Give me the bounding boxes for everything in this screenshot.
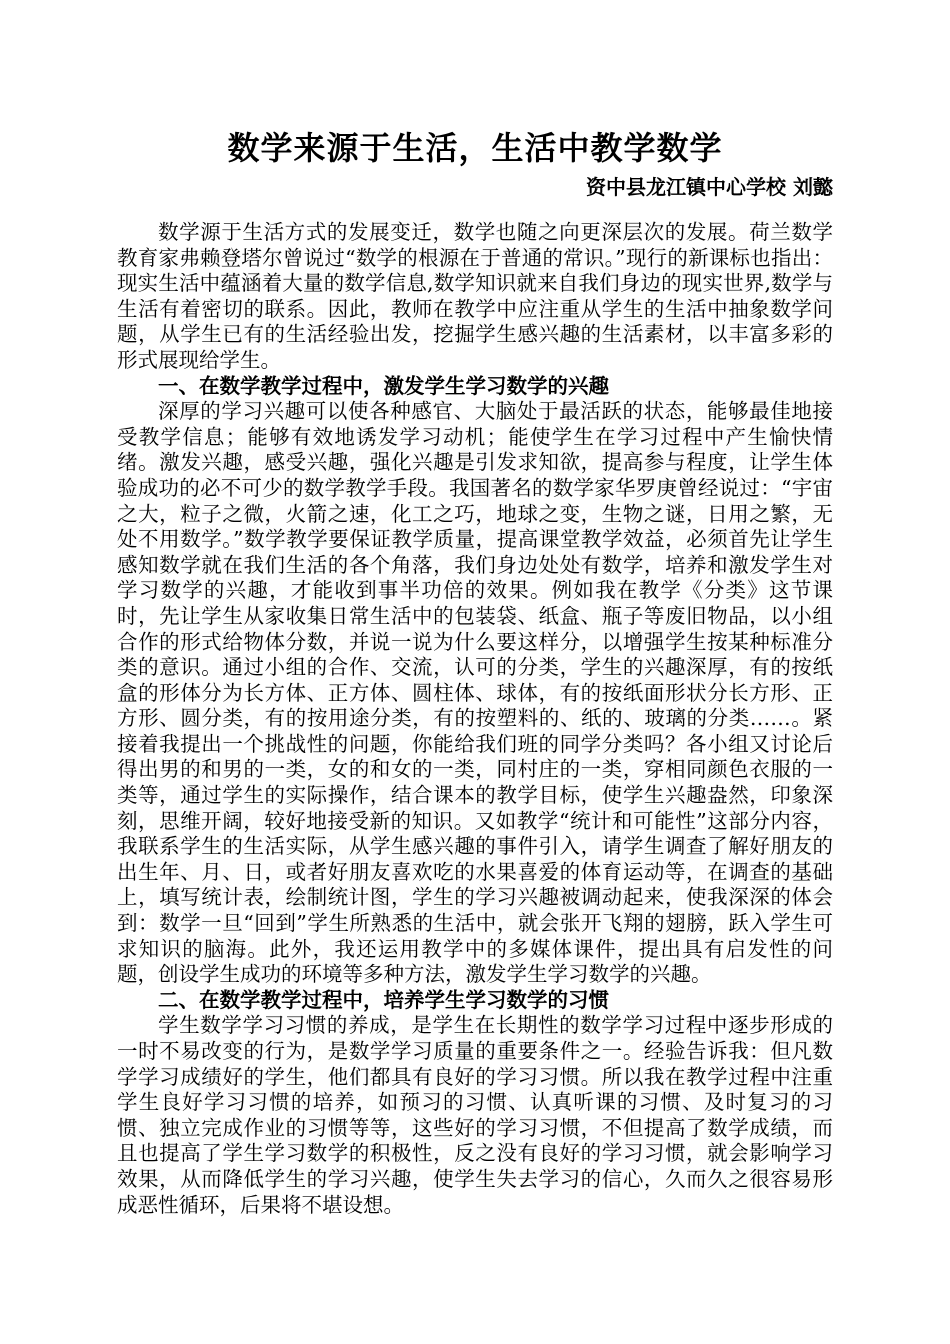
section-2-heading: 二、在数学教学过程中，培养学生学习数学的习惯 bbox=[158, 987, 609, 1012]
section-2-paragraph: 学生数学学习习惯的养成，是学生在长期性的数学学习过程中逐步形成的一时不易改变的行为，是数学学习质量的重要条件之一。经验告诉我：但凡数学学习成绩好的学生，他们都具有良好的学习习惯。所以我在教学过程中注重学生良好学习习惯的培养，如预习的习惯、认真听课的习惯、及时复习的习惯、独立完成作业的习惯等等，这些好的学习习惯，不但提高了数学成绩，而且也提高了学生学习数学的积极性，反之没有良好的学习习惯，就会影响学习效果，从而降低学生的学习兴趣，使学生失去学习的信心，久而久之很容易形成恶性循环，后果将不堪设想。 bbox=[117, 1013, 833, 1217]
document-title: 数学来源于生活，生活中教学数学 bbox=[227, 129, 723, 167]
section-1-heading: 一、在数学教学过程中，激发学生学习数学的兴趣 bbox=[158, 373, 609, 398]
section-1-paragraph: 深厚的学习兴趣可以使各种感官、大脑处于最活跃的状态，能够最佳地接受教学信息；能够有效地诱发学习动机；能使学生在学习过程中产生愉快情绪。激发兴趣，感受兴趣，强化兴趣是引发求知欲，提高参与程度，让学生体验成功的必不可少的数学教学手段。我国著名的数学家华罗庚曾经说过：“宇宙之大，粒子之微，火箭之速，化工之巧，地球之变，生物之谜，日用之繁，无处不用数学。”数学教学要保证教学质量，提高课堂教学效益，必须首先让学生感知数学就在我们生活的各个角落，我们身边处处有数学，培养和激发学生对学习数学的兴趣，才能收到事半功倍的效果。例如我在教学《分类》这节课时，先让学生从家收集日常生活中的包装袋、纸盒、瓶子等废旧物品，以小组合作的形式给物体分数，并说一说为什么要这样分，以增强学生按某种标准分类的意识。通过小组的合作、交流，认可的分类，学生的兴趣深厚，有的按纸盒的形体分为长方体、正方体、圆柱体、球体，有的按纸面形状分长方形、正方形、圆分类，有的按用途分类，有的按塑料的、纸的、玻璃的分类……。紧接着我提出一个挑战性的问题，你能给我们班的同学分类吗？各小组又讨论后得出男的和男的一类，女的和女的一类，同村庄的一类，穿相同颜色衣服的一类等，通过学生的实际操作，结合课本的教学目标，使学生兴趣盎然，印象深刻，思维开阔，较好地接受新的知识。又如教学“统计和可能性”这部分内容，我联系学生的生活实际，从学生感兴趣的事件引入，请学生调查了解好朋友的出生年、月、日，或者好朋友喜欢吃的水果喜爱的体育运动等，在调查的基础上，填写统计表，绘制统计图，学生的学习兴趣被调动起来，使我深深的体会到：数学一旦“回到”学生所熟悉的生活中，就会张开飞翔的翅膀，跃入学生可求知识的脑海。此外，我还运用教学中的多媒体课件，提出具有启发性的问题，创设学生成功的环境等多种方法，激发学生学习数学的兴趣。 bbox=[117, 399, 833, 987]
document-author: 资中县龙江镇中心学校 刘懿 bbox=[586, 175, 833, 199]
document-body bbox=[117, 220, 833, 1218]
intro-paragraph: 数学源于生活方式的发展变迁，数学也随之向更深层次的发展。荷兰数学教育家弗赖登塔尔曾说过“数学的根源在于普通的常识。”现行的新课标也指出：现实生活中蕴涵着大量的数学信息,数学知识就来自我们身边的现实世界,数学与生活有着密切的联系。因此，教师在教学中应注重从学生的生活中抽象数学问题，从学生已有的生活经验出发，挖掘学生感兴趣的生活素材，以丰富多彩的形式展现给学生。 bbox=[117, 220, 833, 372]
